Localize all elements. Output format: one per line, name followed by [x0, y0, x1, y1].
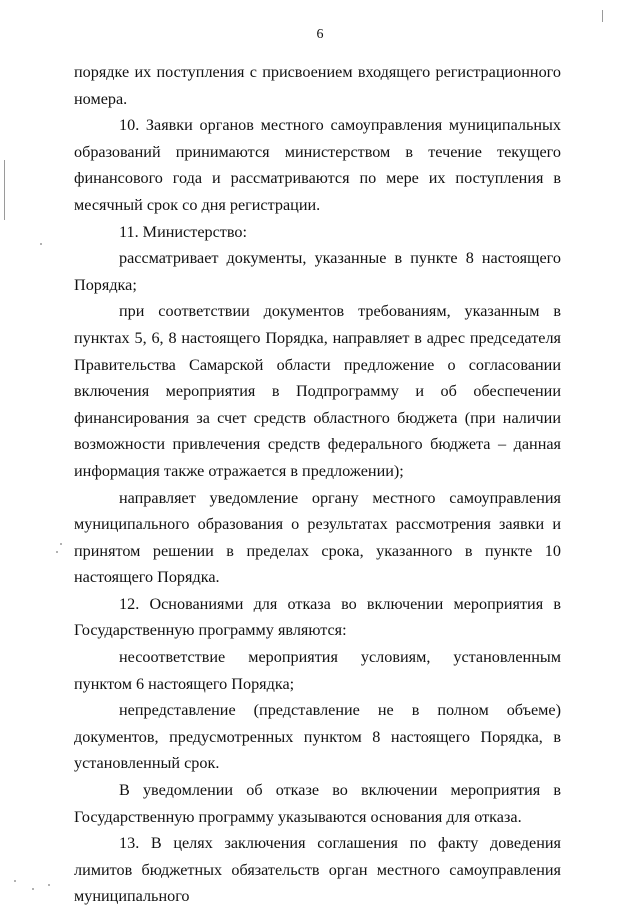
- paragraph-item-12-refusal-notice: В уведомлении об отказе во включении мероприятия в Государственную программу указываются основания для отказа.: [74, 781, 561, 826]
- paragraph-item-12-mismatch: несоответствие мероприятия условиям, установленным пунктом 6 настоящего Порядка;: [74, 648, 561, 693]
- paragraph-item-12-heading: 12. Основаниями для отказа во включении мероприятия в Государственную программу являются:: [74, 594, 561, 640]
- scan-dot: [14, 880, 16, 882]
- paragraph-item-11-proposal: при соответствии документов требованиям, указанным в пунктах 5, 6, 8 настоящего Порядка, направляет в адрес председателя Правительства Самарской области предложение о согласовании включения мероприятия в Подпрограмму и об обеспечении финансирования за счет средств областного бюджета (при наличии возможности привлечения средств федерального бюджета – данная информация также отражается в предложении);: [74, 302, 561, 480]
- paragraph-item-10: 10. Заявки органов местного самоуправления муниципальных образований принимаются министерством в течение текущего финансового года и рассматриваются по мере их поступления в месячный срок со дня регистрации.: [74, 116, 561, 214]
- paragraph-item-13: 13. В целях заключения соглашения по факту доведения лимитов бюджетных обязательств орган местного самоуправления муниципального: [74, 834, 561, 906]
- document-body: [74, 59, 561, 910]
- paragraph-continuation: порядке их поступления с присвоением входящего регистрационного номера.: [74, 63, 561, 108]
- scan-mark-left-edge: [4, 160, 5, 220]
- scan-mark-top-right: [602, 10, 603, 22]
- paragraph-item-12-missing-documents: непредставление (представление не в полном объеме) документов, предусмотренных пунктом 8 настоящего Порядка, в установленный срок.: [74, 701, 561, 773]
- scan-dot: [40, 243, 42, 245]
- scan-dot: [56, 551, 58, 553]
- paragraph-item-11-heading: 11. Министерство:: [119, 222, 247, 241]
- scan-dot: [60, 543, 62, 545]
- paragraph-item-11-notification: направляет уведомление органу местного самоуправления муниципального образования о результатах рассмотрения заявки и принятом решении в пределах срока, указанного в пункте 10 настоящего Порядка.: [74, 488, 561, 587]
- page-number: 6: [316, 27, 324, 42]
- scan-dot: [48, 884, 50, 886]
- scan-dot: [32, 888, 34, 890]
- paragraph-item-11-review: рассматривает документы, указанные в пункте 8 настоящего Порядка;: [74, 249, 561, 294]
